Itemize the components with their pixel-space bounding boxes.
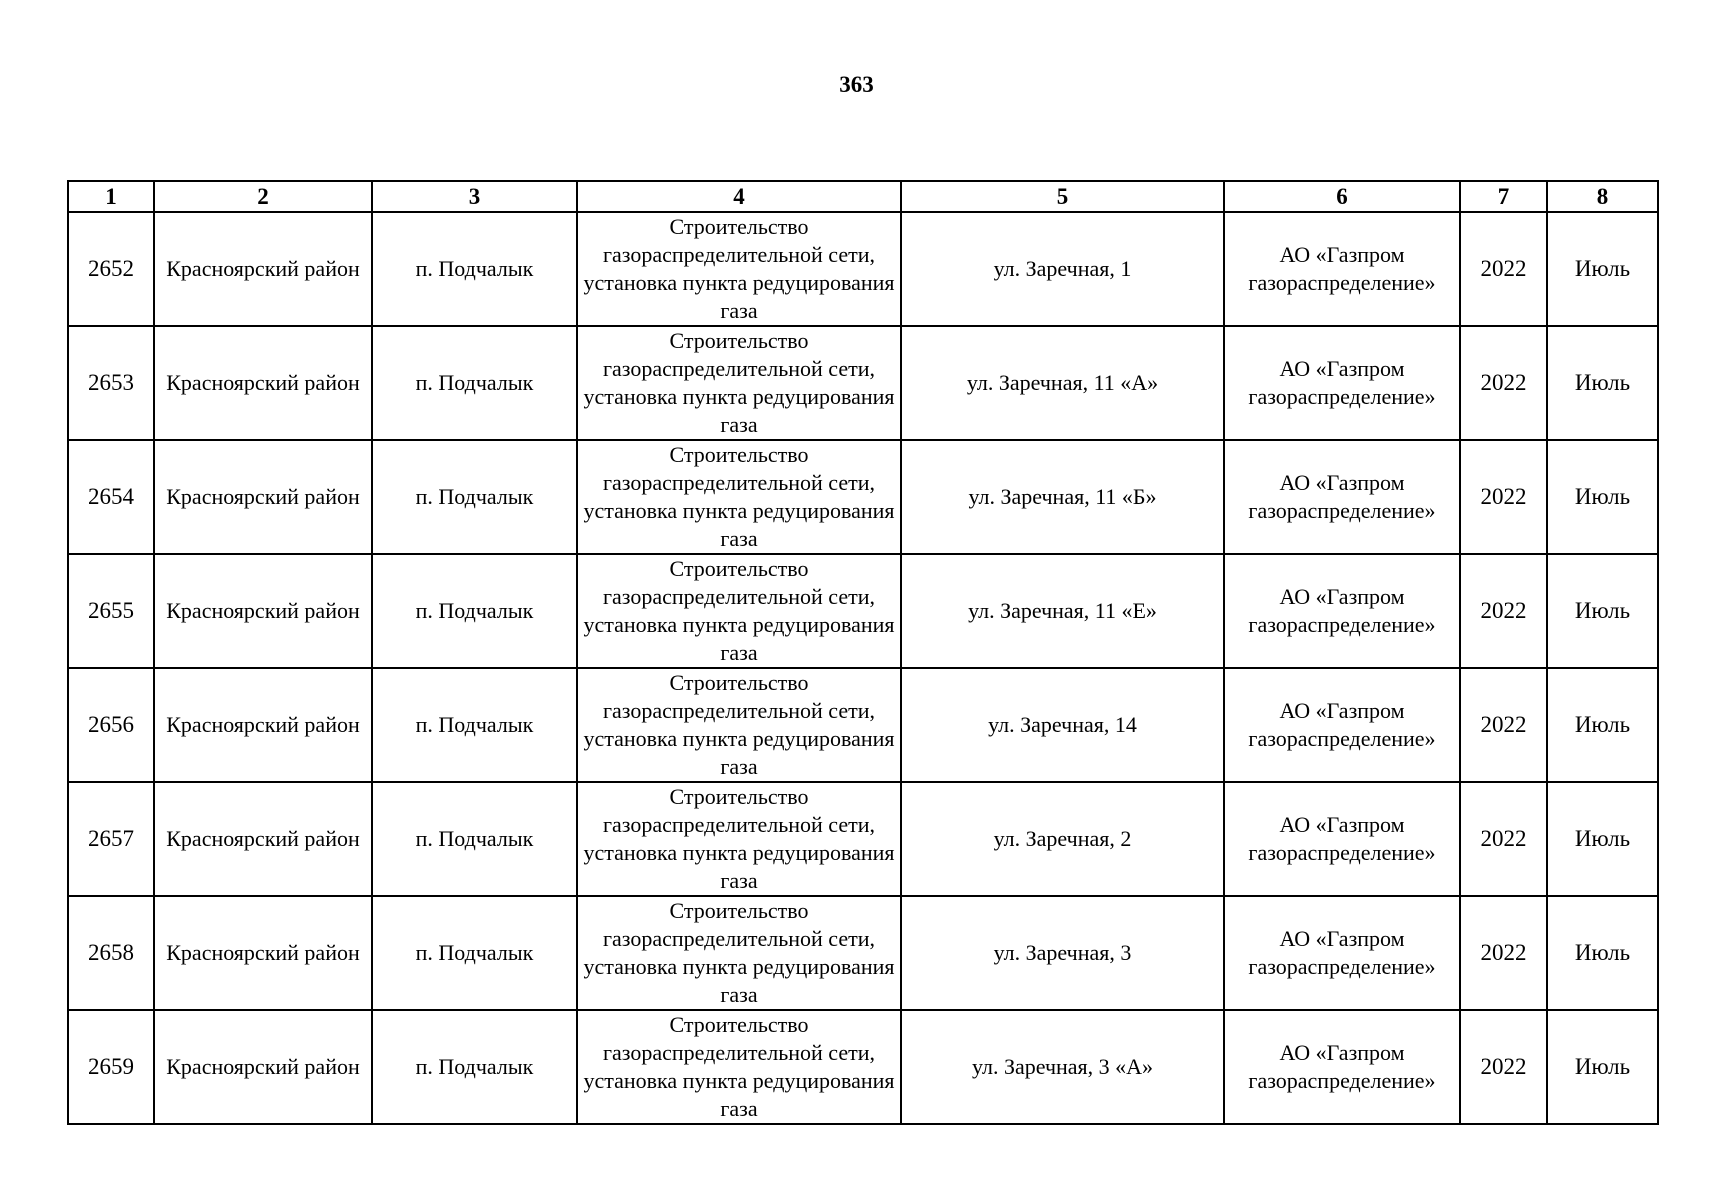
district-cell: Красноярский район xyxy=(154,1010,372,1124)
work-cell: Строительство газораспределительной сети, установка пункта редуцирования газа xyxy=(577,896,901,1010)
header-cell: 8 xyxy=(1547,181,1658,212)
organization-cell: АО «Газпром газораспределение» xyxy=(1224,896,1460,1010)
work-cell: Строительство газораспределительной сети, установка пункта редуцирования газа xyxy=(577,668,901,782)
address-cell: ул. Заречная, 1 xyxy=(901,212,1224,326)
header-cell: 2 xyxy=(154,181,372,212)
month-cell: Июль xyxy=(1547,782,1658,896)
row-number: 2657 xyxy=(68,782,154,896)
organization-cell: АО «Газпром газораспределение» xyxy=(1224,326,1460,440)
page-number: 363 xyxy=(839,72,874,97)
address-cell: ул. Заречная, 2 xyxy=(901,782,1224,896)
year-cell: 2022 xyxy=(1460,896,1547,1010)
header-row xyxy=(68,181,1658,212)
table-row xyxy=(68,1010,1658,1124)
work-cell: Строительство газораспределительной сети, установка пункта редуцирования газа xyxy=(577,782,901,896)
year-cell: 2022 xyxy=(1460,554,1547,668)
address-cell: ул. Заречная, 14 xyxy=(901,668,1224,782)
settlement-cell: п. Подчалык xyxy=(372,896,577,1010)
header-cell: 7 xyxy=(1460,181,1547,212)
row-number: 2659 xyxy=(68,1010,154,1124)
settlement-cell: п. Подчалык xyxy=(372,212,577,326)
settlement-cell: п. Подчалык xyxy=(372,1010,577,1124)
address-cell: ул. Заречная, 11 «А» xyxy=(901,326,1224,440)
organization-cell: АО «Газпром газораспределение» xyxy=(1224,212,1460,326)
works-table xyxy=(67,180,1659,1125)
work-cell: Строительство газораспределительной сети, установка пункта редуцирования газа xyxy=(577,212,901,326)
row-number: 2654 xyxy=(68,440,154,554)
year-cell: 2022 xyxy=(1460,1010,1547,1124)
row-number: 2653 xyxy=(68,326,154,440)
address-cell: ул. Заречная, 11 «Б» xyxy=(901,440,1224,554)
month-cell: Июль xyxy=(1547,896,1658,1010)
year-cell: 2022 xyxy=(1460,440,1547,554)
work-cell: Строительство газораспределительной сети, установка пункта редуцирования газа xyxy=(577,326,901,440)
settlement-cell: п. Подчалык xyxy=(372,554,577,668)
month-cell: Июль xyxy=(1547,668,1658,782)
row-number: 2655 xyxy=(68,554,154,668)
table-row xyxy=(68,668,1658,782)
table-row xyxy=(68,326,1658,440)
header-cell: 1 xyxy=(68,181,154,212)
month-cell: Июль xyxy=(1547,326,1658,440)
organization-cell: АО «Газпром газораспределение» xyxy=(1224,668,1460,782)
district-cell: Красноярский район xyxy=(154,326,372,440)
organization-cell: АО «Газпром газораспределение» xyxy=(1224,440,1460,554)
address-cell: ул. Заречная, 3 «А» xyxy=(901,1010,1224,1124)
district-cell: Красноярский район xyxy=(154,896,372,1010)
row-number: 2652 xyxy=(68,212,154,326)
work-cell: Строительство газораспределительной сети, установка пункта редуцирования газа xyxy=(577,1010,901,1124)
organization-cell: АО «Газпром газораспределение» xyxy=(1224,554,1460,668)
table-row xyxy=(68,212,1658,326)
work-cell: Строительство газораспределительной сети, установка пункта редуцирования газа xyxy=(577,554,901,668)
year-cell: 2022 xyxy=(1460,326,1547,440)
row-number: 2656 xyxy=(68,668,154,782)
month-cell: Июль xyxy=(1547,1010,1658,1124)
work-cell: Строительство газораспределительной сети, установка пункта редуцирования газа xyxy=(577,440,901,554)
header-cell: 4 xyxy=(577,181,901,212)
district-cell: Красноярский район xyxy=(154,554,372,668)
settlement-cell: п. Подчалык xyxy=(372,440,577,554)
organization-cell: АО «Газпром газораспределение» xyxy=(1224,782,1460,896)
header-cell: 3 xyxy=(372,181,577,212)
address-cell: ул. Заречная, 3 xyxy=(901,896,1224,1010)
settlement-cell: п. Подчалык xyxy=(372,782,577,896)
table-row xyxy=(68,782,1658,896)
table-row xyxy=(68,896,1658,1010)
settlement-cell: п. Подчалык xyxy=(372,668,577,782)
month-cell: Июль xyxy=(1547,212,1658,326)
header-cell: 6 xyxy=(1224,181,1460,212)
year-cell: 2022 xyxy=(1460,782,1547,896)
settlement-cell: п. Подчалык xyxy=(372,326,577,440)
year-cell: 2022 xyxy=(1460,212,1547,326)
address-cell: ул. Заречная, 11 «Е» xyxy=(901,554,1224,668)
district-cell: Красноярский район xyxy=(154,782,372,896)
year-cell: 2022 xyxy=(1460,668,1547,782)
table-row xyxy=(68,554,1658,668)
organization-cell: АО «Газпром газораспределение» xyxy=(1224,1010,1460,1124)
district-cell: Красноярский район xyxy=(154,212,372,326)
row-number: 2658 xyxy=(68,896,154,1010)
month-cell: Июль xyxy=(1547,554,1658,668)
header-cell: 5 xyxy=(901,181,1224,212)
district-cell: Красноярский район xyxy=(154,440,372,554)
district-cell: Красноярский район xyxy=(154,668,372,782)
table-row xyxy=(68,440,1658,554)
month-cell: Июль xyxy=(1547,440,1658,554)
